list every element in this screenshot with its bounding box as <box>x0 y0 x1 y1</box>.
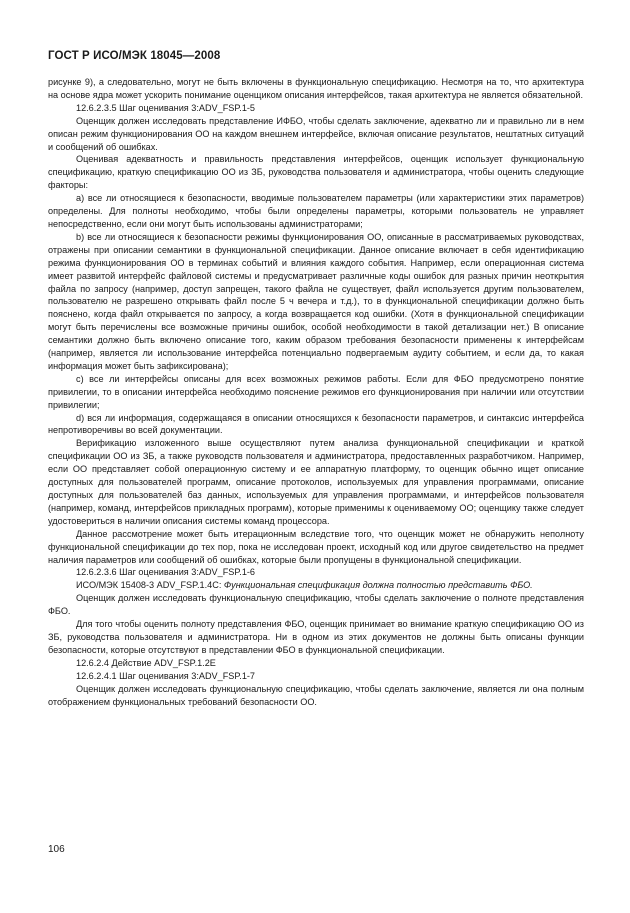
list-item-a: a) все ли относящиеся к безопасности, вводимые пользователем параметры (или характеристики этих параметров) определены. Для полноты необходимо, чтобы были определены параметры, которыми пользователь не управляет непосредственно, если они могут быть использованы администраторами; <box>48 193 584 229</box>
paragraph: Оценщик должен исследовать функциональную спецификацию, чтобы сделать заключение, является ли она полным отображением функциональных требований безопасности ОО. <box>48 683 584 707</box>
paragraph: Для того чтобы оценить полноту представления ФБО, оценщик принимает во внимание краткую спецификацию ОО из ЗБ, руководства пользователя и администратора. Ни в одном из этих документов не должны быть описаны функции безопасности, которые отсутствуют в представлении ФБО в функциональной спецификации. <box>48 619 584 655</box>
section-heading: 12.6.2.3.6 Шаг оценивания 3:ADV_FSP.1-6 <box>76 567 256 578</box>
page-number: 106 <box>48 844 65 855</box>
paragraph: рисунке 9), а следовательно, могут не быть включены в функциональную спецификацию. Несмотря на то, что архитектура на основе ядра может ускорить понимание оценщиком описания интерфейсов, такая архитектура не является обязательной. <box>48 77 584 100</box>
section-heading: 12.6.2.4 Действие ADV_FSP.1.2E <box>76 657 216 668</box>
list-item-c: c) все ли интерфейсы описаны для всех возможных режимов работы. Если для ФБО предусмотрено понятие привилегии, то в описании интерфейса необходимо пояснение режимов его функционирования при наличии или отсутствии привилегии; <box>48 373 584 410</box>
paragraph: Оценщик должен исследовать представление ИФБО, чтобы сделать заключение, адекватно ли и правильно ли в нем описан режим функционирования ОО на каждом внешнем интерфейсе, включая описание результатов, нештатных ситуаций и сообщений об ошибках. <box>48 115 584 152</box>
section-heading: 12.6.2.3.5 Шаг оценивания 3:ADV_FSP.1-5 <box>76 102 256 113</box>
paragraph: Оценщик должен исследовать функциональную спецификацию, чтобы сделать заключение о полноте представления ФБО. <box>48 593 584 617</box>
section-heading: 12.6.2.4.1 Шаг оценивания 3:ADV_FSP.1-7 <box>76 670 256 681</box>
requirement-citation <box>48 579 584 592</box>
paragraph: Данное рассмотрение может быть итерационным вследствие того, что оценщик может не обнаружить неполноту функциональной спецификации до тех пор, пока не исследован проект, исходный код или другое свидетельство на предмет наличия параметров или сообщений об ошибках, которые были пропущены в функциональной спецификации. <box>48 528 584 565</box>
citation-reference: ИСО/МЭК 15408-3 ADV_FSP.1.4C: <box>76 580 224 591</box>
document-header: ГОСТ Р ИСО/МЭК 18045—2008 <box>48 50 221 62</box>
list-item-d: d) вся ли информация, содержащаяся в описании относящихся к безопасности параметров, и синтаксис интерфейса непротиворечивы во всей документации. <box>48 412 584 436</box>
paragraph: Оценивая адекватность и правильность представления интерфейсов, оценщик использует функциональную спецификацию, краткую спецификацию ОО из ЗБ, руководства пользователя и администратора, чтобы оценить следующие факторы: <box>48 154 584 191</box>
paragraph: Верификацию изложенного выше осуществляют путем анализа функциональной спецификации и краткой спецификации ОО из ЗБ, а также руководств пользователя и администратора, предоставленных разработчиком. Например, если ОО представляет собой операционную систему и ее аппаратную платформу, то оценщик обычно ищет описание доступных для пользователей программ, описание протоколов, используемых для управления программами, описание доступных для пользователей баз данных, используемых для управления программами, и интерфейсов пользователя (например, команд, интерфейсов прикладных программ), которые применимы к оцениваемому ОО; оценщику также следует удостовериться в наличии описания системы команд процессора. <box>48 438 584 526</box>
list-item-b: b) все ли относящиеся к безопасности режимы функционирования ОО, описанные в рассматриваемых руководствах, отражены при описании семантики в функциональной спецификации. Данное описание включает в себя идентификацию режима функционирования ОО в терминах событий и влияния каждого события. Например, если операционная система имеет развитой интерфейс файловой системы и предусматривает различные коды ошибок для разных причин неоткрытия файла по запросу (например, доступ запрещен, такого файла не существует, файл используется другим пользователем, пользователю не разрешено открывать файл после 5 ч вечера и т.д.), то в функциональной спецификации должно быть пояснено, когда файл открывается по запросу, а когда возвращается код ошибки. (Хотя в функциональной спецификации могут быть перечислены все возможные причины ошибок, особой необходимости в такой детализации нет.) В описание семантики должно быть включено описание того, каким образом требования безопасности применены к интерфейсам (например, является ли использование интерфейса потенциально подвергаемым аудиту событием, и если да, то какая информация может быть зафиксирована); <box>48 231 584 371</box>
citation-requirement-text: Функциональная спецификация должна полностью представить ФБО. <box>223 580 533 591</box>
page-body <box>48 76 584 708</box>
